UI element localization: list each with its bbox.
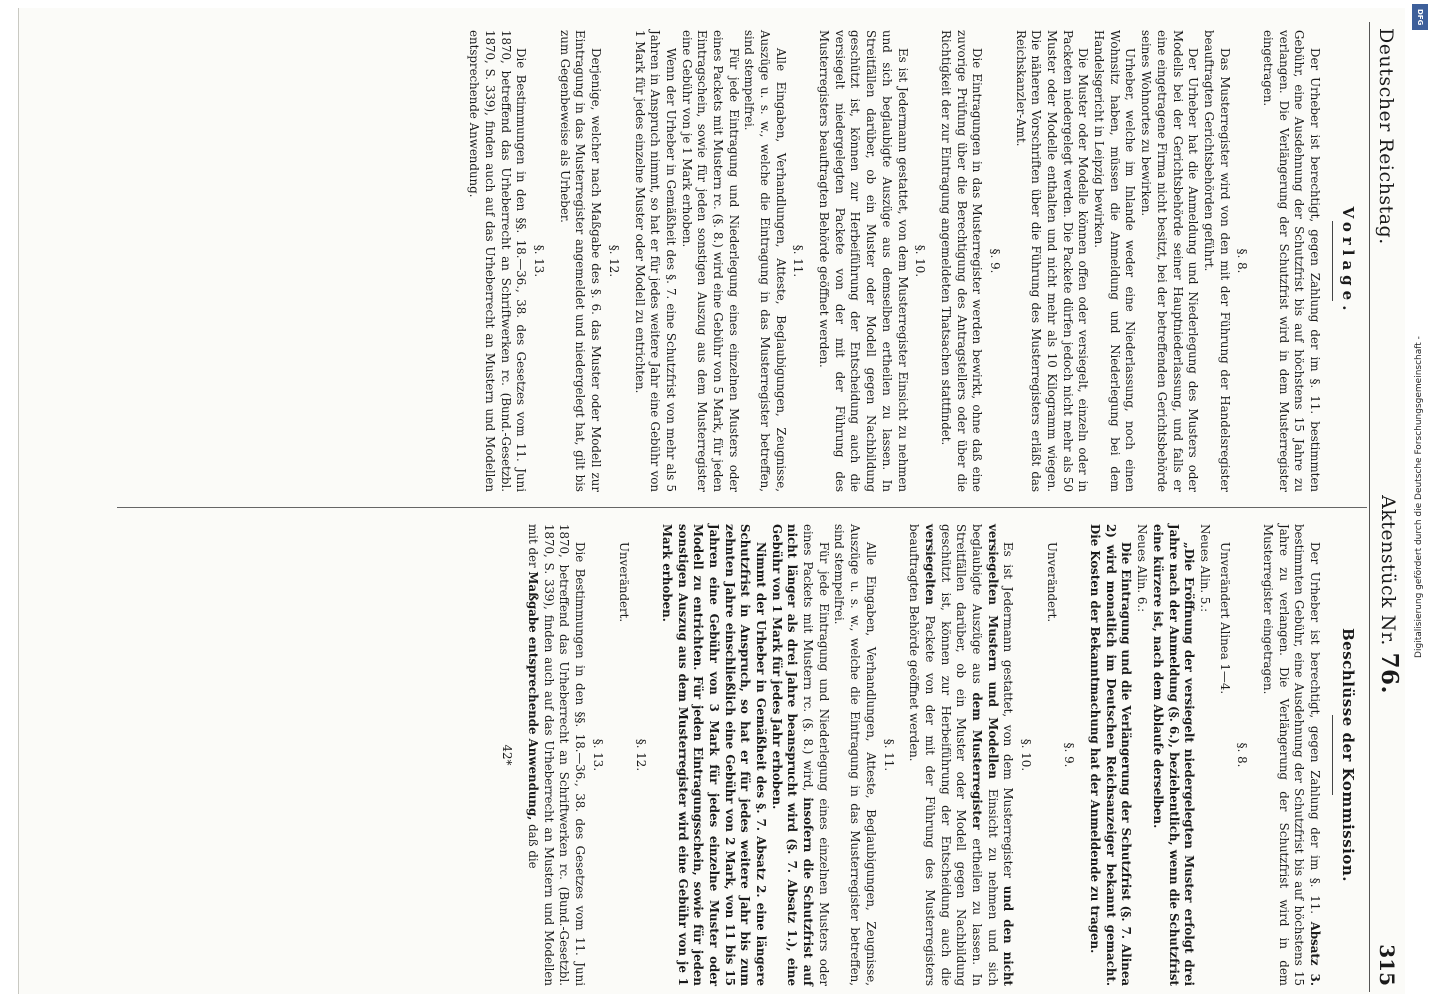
- digitization-imprint: Digitalisierung gefördert durch die Deutsche Forschungsgemeinschaft -: [1414, 336, 1424, 658]
- left-paragraph: Der Urheber hat die Anmeldung und Niederlegung des Musters oder Modells bei der Gerichtsbehörde seiner Hauptniederlassung, und falls er eine eingetragene Firma nicht besitzt, bei der betreffenden Gerichtsbehörde seines Wohnortes zu bewirken.: [1139, 30, 1201, 492]
- left-paragraph: Alle Eingaben, Verhandlungen, Atteste, Beglaubigungen, Zeugnisse, Auszüge u. s. w., welche die Eintragung in das Musterregister betreffen, sind stempelfrei.: [742, 30, 788, 492]
- right-section-heading: §. 12.: [634, 738, 649, 772]
- right-paragraph: Unverändert.: [616, 542, 631, 623]
- left-paragraph: Wenn der Urheber in Gemäßheit des §. 7. eine Schutzfrist von mehr als 5 Jahren in Anspruch nimmt, so hat er für jedes weitere Jahr eine Gebühr von 1 Mark für jedes einzelne Muster oder Modell zu entrichten.: [632, 30, 678, 492]
- page-number: 315: [1374, 944, 1399, 986]
- right-paragraph: Alle Eingaben, Verhandlungen, Atteste, Beglaubigungen, Zeugnisse, Auszüge u. s. w., welche die Eintragung in das Musterregister betreffen, sind stempelfrei.: [832, 524, 878, 986]
- title-rule: [1332, 715, 1333, 795]
- right-section-heading: §. 9.: [1062, 742, 1077, 768]
- right-paragraph: Für jede Eintragung und Niederlegung eines einzelnen Musters oder eines Packets mit Mustern rc. (§. 8.) wird, insofern die Schutzfrist auf nicht länger als drei Jahre beansprucht wird (§. 7. Absatz 1.), eine Gebühr von 1 Mark für jedes Jahr erhoben.: [769, 524, 831, 987]
- right-paragraph: Unverändert.: [1044, 542, 1059, 623]
- right-paragraph: Es ist Jedermann gestattet, von dem Musterregister und den nicht versiegelten Mustern und Modellen Einsicht zu nehmen und sich beglaubigte Auszüge aus dem Musterregister ertheilen zu lassen. In Streitfällen darüber, ob ein Muster oder Modell gegen Nachbildung geschützt ist, können zur Herbeiführung der Entscheidung auch die versiegelten Packete von der mit der Führung des Musterregisters beauftragten Behörde geöffnet werden.: [907, 524, 1016, 986]
- left-paragraph: Die Bestimmungen in den §§. 18.—36., 38. des Gesetzes vom 11. Juni 1870, betreffend das Urheberrecht an Schriftwerken rc. (Bund.-Gesetzbl. 1870, S. 339), finden auch auf das Urheberrecht an Mustern und Modellen entsprechende Anwendung.: [467, 30, 529, 492]
- left-paragraph: Es ist Jedermann gestattet, von dem Musterregister Einsicht zu nehmen und sich beglaubigte Auszüge aus demselben ertheilen zu lassen. In Streitfällen darüber, ob ein Muster oder Modell gegen Nachbildung geschützt ist, können zur Herbeiführung der Entscheidung auch die versiegelt niedergelegten Packete von der mit der Führung des Musterregisters beauftragten Behörde geöffnet werden.: [817, 30, 910, 492]
- right-paragraph: Nimmt der Urheber in Gemäßheit des §. 7. Absatz 2. eine längere Schutzfrist in Anspruch, so hat er für jedes weitere Jahr bis zum zehnten Jahre einschließlich eine Gebühr von 2 Mark, von 11 bis 15 Jahren eine Gebühr von 3 Mark für jedes einzelne Muster oder Modell zu entrichten. Für jeden Eintragungsschein, sowie für jeden sonstigen Auszug aus dem Musterregister wird eine Gebühr von je 1 Mark erhoben.: [659, 524, 769, 986]
- right-section-heading: §. 13.: [590, 738, 605, 772]
- right-paragraph: Die Bestimmungen in den §§. 18.—36., 38. des Gesetzes vom 11. Juni 1870, betreffend das Urheberrecht an Schriftwerken rc. (Bund.-Gesetzbl. 1870, S. 339), finden auch auf das Urheberrecht an Mustern und Modellen mit der Maßgabe entsprechende Anwendung, daß die: [526, 524, 588, 986]
- left-section-heading: §. 8.: [1235, 248, 1250, 274]
- left-paragraph: Die Muster oder Modelle können offen oder versiegelt, einzeln oder in Packeten niedergelegt werden. Die Packete dürfen jedoch nicht mehr als 50 Muster oder Modelle enthalten und nicht mehr als 10 Kilogramm wiegen. Die näheren Vorschriften über die Führung des Musterregisters erläßt das Reichskanzler-Amt.: [1013, 30, 1091, 492]
- left-section-heading: §. 10.: [913, 244, 928, 278]
- column-divider: [117, 507, 1367, 508]
- new-alinea-label: Neues Alin. 6.:: [1135, 524, 1150, 613]
- dfg-logo-icon: DFG: [1412, 4, 1428, 30]
- left-section-heading: §. 12.: [606, 244, 621, 278]
- right-column: [497, 524, 1357, 986]
- new-alinea-6-text: Die Eintragung und die Verlängerung der Schutzfrist (§. 7. Alinea 2) wird monatlich im Deutschen Reichsanzeiger bekannt gemacht. Die Kosten der Bekanntmachung hat der Anmeldende zu tragen.: [1088, 524, 1134, 986]
- right-intro-paragraph: Der Urheber ist berechtigt, gegen Zahlung der im §. 11. Absatz 3. bestimmten Gebühr, eine Ausdehnung der Schutzfrist bis auf höchstens 15 Jahre zu verlangen. Die Verlängerung der Schutzfrist wird in dem Musterregister eingetragen.: [1261, 524, 1323, 986]
- left-paragraph: Derjenige, welcher nach Maßgabe des §. 6. das Muster oder Modell zur Eintragung in das Musterregister angemeldet und niedergelegt hat, gilt bis zum Gegenbeweise als Urheber.: [557, 30, 604, 492]
- right-column-title: Beschlüsse der Kommission.: [1339, 628, 1357, 882]
- right-section-heading: §. 8.: [1235, 742, 1250, 768]
- left-intro-paragraph: Der Urheber ist berechtigt, gegen Zahlung der im §. 11. bestimmten Gebühr, eine Ausdehnung der Schutzfrist bis auf höchstens 15 Jahre zu verlangen. Die Verlängerung der Schutzfrist wird in dem Musterregister eingetragen.: [1261, 30, 1323, 492]
- new-alinea-5-text: „Die Eröffnung der versiegelt niedergelegten Muster erfolgt drei Jahre nach der Anmeldung (§. 6.), beziehentlich, wenn die Schutzfrist eine kürzere ist, nach dem Ablaufe derselben.: [1150, 524, 1197, 986]
- new-alinea-label: Neues Alin. 5.:: [1197, 524, 1212, 613]
- left-column-title: Vorlage.: [1339, 206, 1357, 316]
- scanned-page: [18, 8, 1405, 994]
- rotated-page-content: [77, 22, 1417, 992]
- left-column: [466, 30, 1357, 492]
- left-paragraph: Für jede Eintragung und Niederlegung eines einzelnen Musters oder eines Packets mit Mustern rc. (§. 8.) wird eine Gebühr von 5 Mark, für jeden Eintragschein, sowie für jeden sonstigen Auszug aus dem Musterregister eine Gebühr von je 1 Mark erhoben.: [679, 30, 741, 492]
- signature-mark: 42*: [500, 744, 515, 766]
- header-publication: Deutscher Reichstag.: [1375, 28, 1398, 245]
- header-document-number: [1373, 495, 1404, 694]
- page-header: [1369, 22, 1417, 992]
- left-section-heading: §. 13.: [532, 244, 547, 278]
- right-section-heading: §. 11.: [881, 738, 896, 772]
- left-paragraph: Das Musterregister wird von den mit der Führung der Handelsregister beauftragten Gerichtsbehörden geführt.: [1201, 30, 1232, 492]
- header-number: 76.: [1375, 652, 1403, 694]
- right-section-heading: §. 10.: [1019, 738, 1034, 772]
- header-prefix: Aktenstück Nr.: [1376, 495, 1399, 646]
- right-paragraph: Unverändert Alinea 1—4.: [1217, 542, 1232, 695]
- title-rule: [1332, 221, 1333, 301]
- left-paragraph: Urheber, welche im Inlande weder eine Niederlassung, noch einen Wohnsitz haben, müssen die Anmeldung und Niederlegung bei dem Handelsgericht in Leipzig bewirken.: [1092, 30, 1138, 492]
- left-section-heading: §. 11.: [791, 244, 806, 278]
- left-paragraph: Die Eintragungen in das Musterregister werden bewirkt, ohne daß eine zuvorige Prüfung über die Berechtigung des Antragstellers oder über die Richtigkeit der zur Eintragung angemeldeten Thatsachen stattfindet.: [938, 30, 985, 492]
- left-section-heading: §. 9.: [988, 248, 1002, 274]
